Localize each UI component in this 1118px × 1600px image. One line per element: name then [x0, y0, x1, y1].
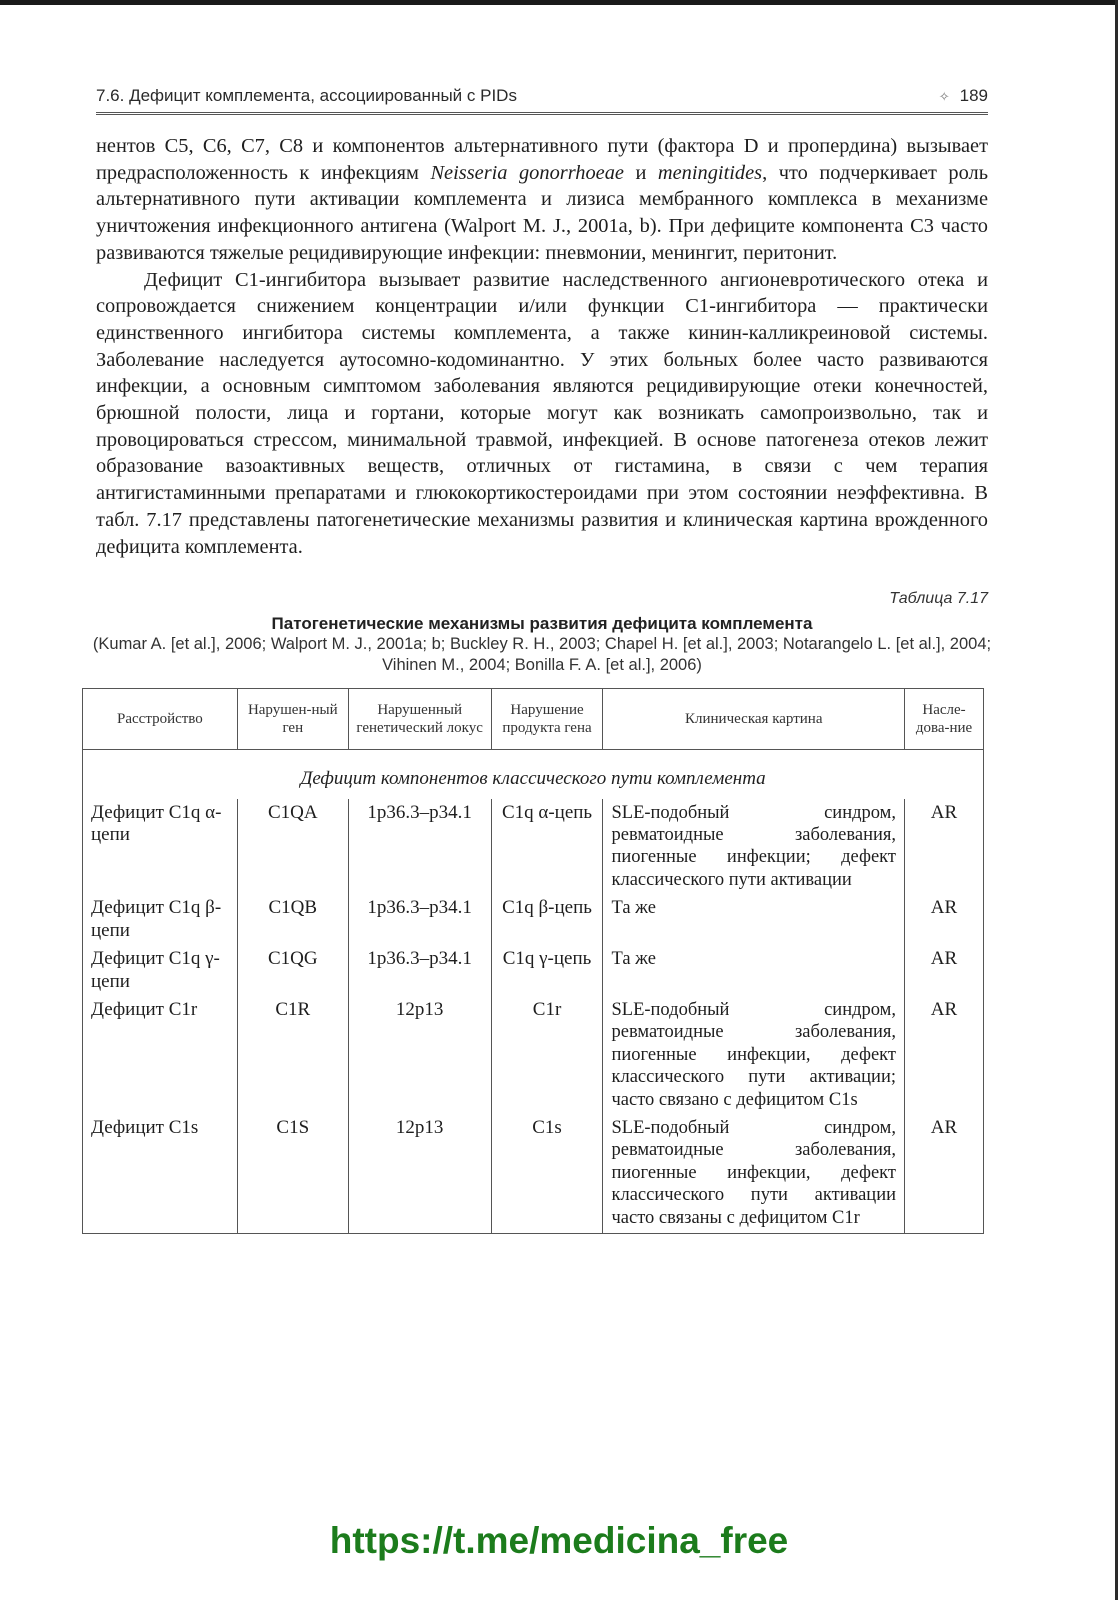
cell-disorder: Дефицит C1q γ-цепи — [83, 945, 238, 996]
cell-product: C1s — [491, 1114, 603, 1234]
cell-locus: 1p36.3–p34.1 — [348, 894, 491, 945]
cell-locus: 1p36.3–p34.1 — [348, 799, 491, 895]
complement-table — [82, 688, 984, 1234]
cell-product: C1q α-цепь — [491, 799, 603, 895]
header-gene: Нарушен-ный ген — [237, 689, 348, 750]
cell-inheritance: AR — [905, 945, 984, 996]
paragraph-1 — [96, 133, 988, 267]
page-number-group — [939, 86, 988, 106]
cell-disorder: Дефицит C1s — [83, 1114, 238, 1234]
cell-inheritance: AR — [905, 996, 984, 1114]
paragraph-1-part-a: нентов C5, C6, C7, C8 и компонентов альтернативного пути (фактора D и пропердина) вызывает предрасположенность к инфекциям — [96, 135, 988, 184]
table-sources: (Kumar A. [et al.], 2006; Walport M. J., 2001a; b; Buckley R. H., 2003; Chapel H. [et al.], 2003; Notarangelo L. [et al.], 2004; Vihinen M., 2004; Bonilla F. A. [et al.], 2006) — [92, 635, 992, 675]
cell-product: C1r — [491, 996, 603, 1114]
cell-gene: C1QA — [237, 799, 348, 895]
header-product: Нарушение продукта гена — [491, 689, 603, 750]
header-clinical: Клиническая картина — [603, 689, 905, 750]
header-locus: Нарушенный генетический локус — [348, 689, 491, 750]
cell-locus: 12p13 — [348, 996, 491, 1114]
cell-clinical: SLE-подобный синдром, ревматоидные заболевания, пиогенные инфекции, дефект классического пути активации; часто связано с дефицитом C1s — [603, 996, 905, 1114]
cell-locus: 12p13 — [348, 1114, 491, 1234]
section-heading: Дефицит компонентов классического пути комплемента — [83, 750, 984, 799]
table-row — [83, 996, 984, 1114]
table-row — [83, 894, 984, 945]
table-row — [83, 1114, 984, 1234]
cell-disorder: Дефицит C1q α-цепи — [83, 799, 238, 895]
cell-gene: C1S — [237, 1114, 348, 1234]
cell-gene: C1QB — [237, 894, 348, 945]
table-label: Таблица 7.17 — [889, 590, 988, 608]
table-header-row — [83, 689, 984, 750]
cell-inheritance: AR — [905, 894, 984, 945]
cell-disorder: Дефицит C1r — [83, 996, 238, 1114]
cell-clinical: Та же — [603, 945, 905, 996]
body-text — [96, 133, 988, 560]
header-disorder: Расстройство — [83, 689, 238, 750]
page-top-border — [0, 0, 1118, 5]
paragraph-1-part-b: и — [623, 161, 658, 184]
page-number: 189 — [959, 86, 988, 105]
table-section-row — [83, 750, 984, 799]
cell-clinical: SLE-подобный синдром, ревматоидные заболевания, пиогенные инфекции; дефект классического пути активации — [603, 799, 905, 895]
table-title: Патогенетические механизмы развития дефицита комплемента — [271, 614, 813, 634]
diamond-icon: ✧ — [938, 89, 950, 104]
paragraph-1-italic-meningitides: meningitides — [657, 161, 763, 184]
table-row — [83, 945, 984, 996]
running-header — [96, 80, 988, 115]
paragraph-2: Дефицит C1-ингибитора вызывает развитие наследственного ангионевротического отека и сопровождается снижением концентрации и/или функции C1-ингибитора — практически единственного ингибитора системы комплемента, а также кинин-калликреиновой системы. Заболевание наследуется аутосомно-кодоминантно. У этих больных более часто развиваются инфекции, а основным симптомом заболевания являются рецидивирующие отеки конечностей, брюшной полости, лица и гортани, которые могут как возникать самопроизвольно, так и провоцироваться стрессом, минимальной травмой, инфекцией. В основе патогенеза отеков лежит образование вазоактивных веществ, отличных от гистамина, в связи с чем терапия антигистаминными препаратами и глюкокортикостероидами при этом состоянии неэффективна. В табл. 7.17 представлены патогенетические механизмы развития и клиническая картина врожденного дефицита комплемента. — [96, 268, 988, 558]
cell-clinical: Та же — [603, 894, 905, 945]
cell-product: C1q β-цепь — [491, 894, 603, 945]
cell-clinical: SLE-подобный синдром, ревматоидные заболевания, пиогенные инфекции, дефект классического пути активации часто связаны с дефицитом C1r — [603, 1114, 905, 1234]
paragraph-1-part-c: , что подчеркивает роль альтернативного пути активации комплемента и лизиса мембранного комплекса в механизме уничтожения инфекционного антигена (Walport M. J., 2001a, b). При дефиците компонента C3 часто развиваются тяжелые рецидивирующие инфекции: пневмонии, менингит, перитонит. — [96, 161, 989, 264]
cell-inheritance: AR — [905, 799, 984, 895]
telegram-link[interactable]: https://t.me/medicina_free — [329, 1520, 789, 1561]
table-row — [83, 799, 984, 895]
cell-locus: 1p36.3–p34.1 — [348, 945, 491, 996]
cell-product: C1q γ-цепь — [491, 945, 603, 996]
cell-gene: C1QG — [237, 945, 348, 996]
paragraph-1-italic-species: Neisseria gonorrhoeae — [430, 161, 624, 184]
header-inheritance: Насле-дова-ние — [905, 689, 984, 750]
book-page — [91, 80, 992, 1234]
cell-gene: C1R — [237, 996, 348, 1114]
section-title: 7.6. Дефицит комплемента, ассоциированный с PIDs — [96, 86, 517, 105]
cell-disorder: Дефицит C1q β-цепи — [83, 894, 238, 945]
cell-inheritance: AR — [905, 1114, 984, 1234]
